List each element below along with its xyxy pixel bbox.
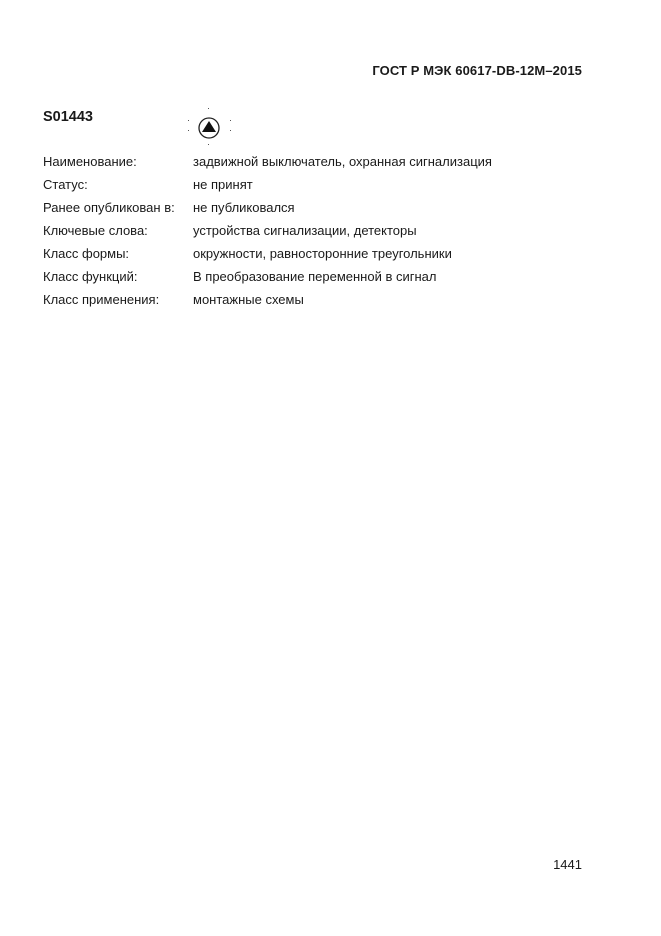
property-label: Класс применения: (43, 292, 160, 307)
property-value: окружности, равносторонние треугольники (193, 246, 452, 261)
property-label: Класс функций: (43, 269, 138, 284)
property-value: В преобразование переменной в сигнал (193, 269, 437, 284)
property-row-shape-class (43, 242, 603, 265)
property-label: Ранее опубликован в: (43, 200, 175, 215)
property-row-function-class (43, 265, 603, 288)
symbol-id: S01443 (43, 109, 93, 125)
property-value: не публиковался (193, 200, 295, 215)
property-value: монтажные схемы (193, 292, 304, 307)
property-row-status (43, 173, 603, 196)
property-row-application-class (43, 288, 603, 311)
circle-with-filled-triangle-icon (188, 108, 232, 148)
property-label: Статус: (43, 177, 88, 192)
property-label: Наименование: (43, 154, 137, 169)
property-label: Ключевые слова: (43, 223, 148, 238)
property-value: не принят (193, 177, 253, 192)
property-label: Класс формы: (43, 246, 130, 261)
property-value: устройства сигнализации, детекторы (193, 223, 417, 238)
document-standard-header: ГОСТ Р МЭК 60617-DB-12M–2015 (372, 63, 582, 78)
symbol-properties (43, 150, 603, 311)
property-row-name (43, 150, 603, 173)
property-row-published (43, 196, 603, 219)
property-value: задвижной выключатель, охранная сигнализация (193, 154, 492, 169)
property-row-keywords (43, 219, 603, 242)
page-number: 1441 (553, 857, 582, 872)
